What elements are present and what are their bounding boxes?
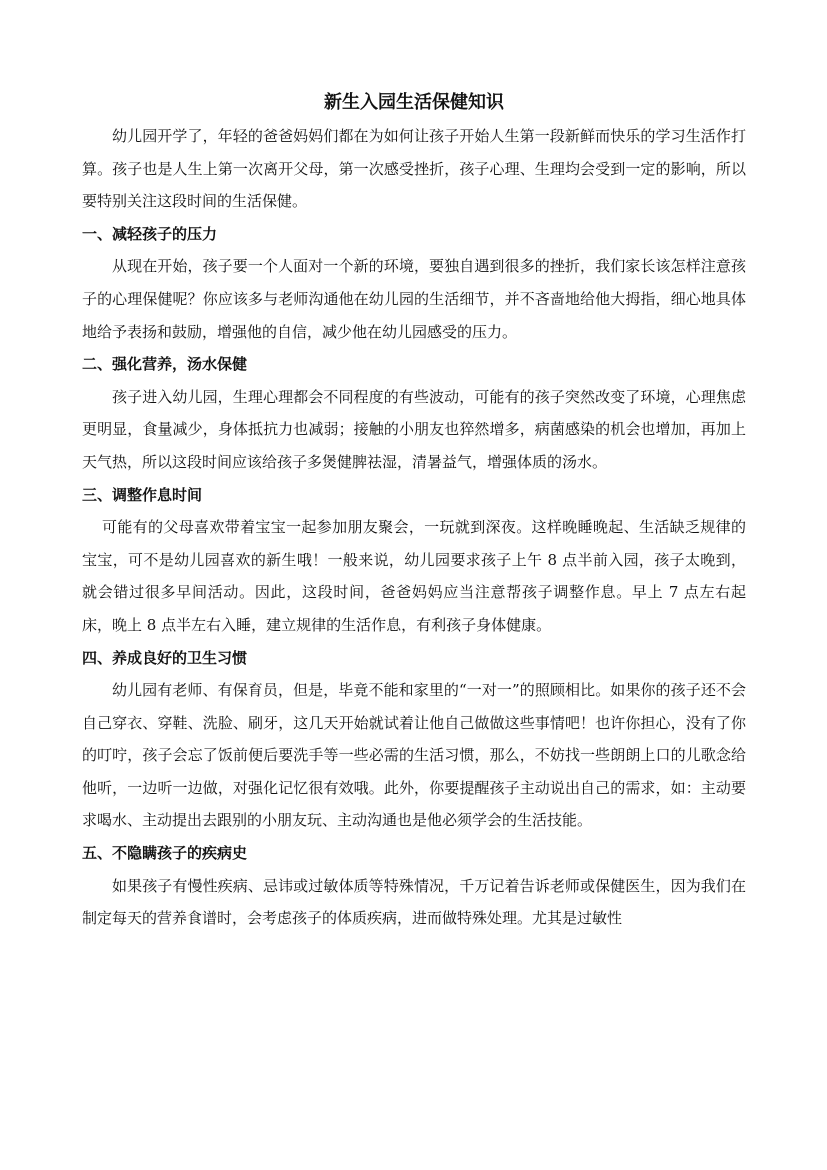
section-body-3: 可能有的父母喜欢带着宝宝一起参加朋友聚会，一玩就到深夜。这样晚睡晚起、生活缺乏规律的宝宝，可不是幼儿园喜欢的新生哦！一般来说，幼儿园要求孩子上午 8 点半前入园，孩子太晚到，就会错过很多早间活动。因此，这段时间，爸爸妈妈应当注意帮孩子调整作息。早上 7 点左右起床，晚上 8 点半左右入睡，建立规律的生活作息，有利孩子身体健康。	[82, 518, 746, 634]
document-page	[82, 88, 746, 935]
page-title: 新生入园生活保健知识	[324, 92, 504, 113]
section-body-5: 如果孩子有慢性疾病、忌讳或过敏体质等特殊情况，千万记着告诉老师或保健医生，因为我们在制定每天的营养食谱时，会考虑孩子的体质疾病，进而做特殊处理。尤其是过敏性	[82, 876, 746, 928]
section-heading-2: 二、强化营养，汤水保健	[82, 355, 248, 374]
section-body-1: 从现在开始，孩子要一个人面对一个新的环境，要独自遇到很多的挫折，我们家长该怎样注意孩子的心理保健呢？你应该多与老师沟通他在幼儿园的生活细节，并不吝啬地给他大拇指，细心地具体地给予表扬和鼓励，增强他的自信，减少他在幼儿园感受的压力。	[82, 257, 746, 341]
intro-paragraph: 幼儿园开学了，年轻的爸爸妈妈们都在为如何让孩子开始人生第一段新鲜而快乐的学习生活作打算。孩子也是人生上第一次离开父母，第一次感受挫折，孩子心理、生理均会受到一定的影响，所以要特别关注这段时间的生活保健。	[82, 127, 746, 211]
section-heading-4: 四、养成良好的卫生习惯	[82, 648, 248, 667]
section-heading-1: 一、减轻孩子的压力	[82, 224, 218, 243]
section-heading-5: 五、不隐瞒孩子的疾病史	[82, 844, 248, 863]
section-heading-3: 三、调整作息时间	[82, 485, 203, 504]
section-body-2: 孩子进入幼儿园，生理心理都会不同程度的有些波动，可能有的孩子突然改变了环境，心理焦虑更明显，食量减少，身体抵抗力也减弱；接触的小朋友也猝然增多，病菌感染的机会也增加，再加上天气热，所以这段时间应该给孩子多煲健脾祛湿，清暑益气，增强体质的汤水。	[82, 387, 746, 471]
section-body-4: 幼儿园有老师、有保育员，但是，毕竟不能和家里的“一对一”的照顾相比。如果你的孩子还不会自己穿衣、穿鞋、洗脸、刷牙，这几天开始就试着让他自己做做这些事情吧！也许你担心，没有了你的叮咛，孩子会忘了饭前便后要洗手等一些必需的生活习惯，那么，不妨找一些朗朗上口的儿歌念给他听，一边听一边做，对强化记忆很有效哦。此外，你要提醒孩子主动说出自己的需求，如：主动要求喝水、主动提出去跟别的小朋友玩、主动沟通也是他必须学会的生活技能。	[82, 681, 746, 830]
